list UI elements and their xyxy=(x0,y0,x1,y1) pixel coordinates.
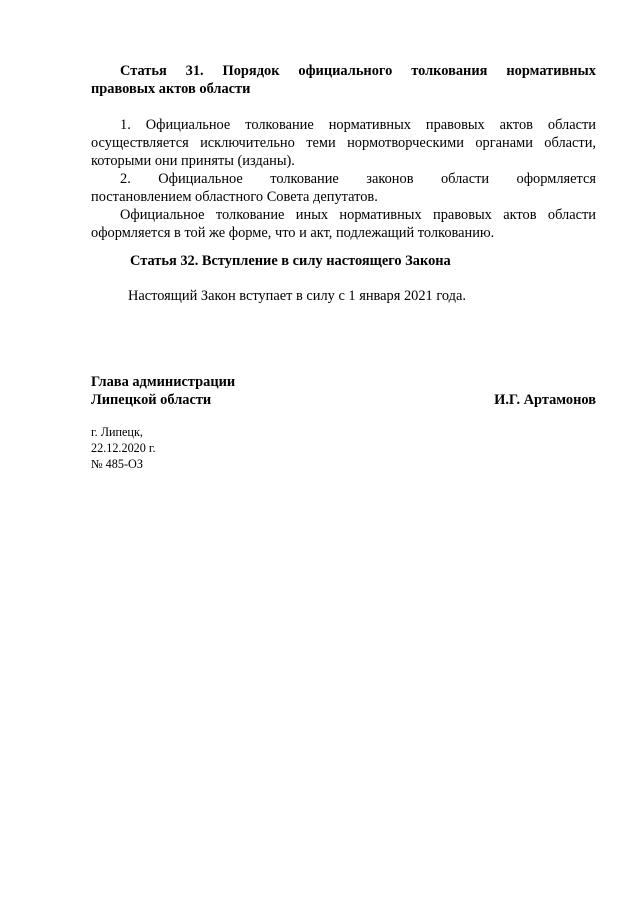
article-31-paragraph-1: 1. Официальное толкование нормативных правовых актов области осуществляется исключительно теми нормотворческими органами области, которыми они приняты (изданы). xyxy=(91,117,596,169)
signature-row xyxy=(91,391,596,409)
article-31-title-line1: Статья 31. Порядок официального толкования нормативных xyxy=(120,63,596,79)
signature-name: И.Г. Артамонов xyxy=(494,392,596,408)
article-32-paragraph-1: Настоящий Закон вступает в силу с 1 января 2021 года. xyxy=(128,288,466,304)
document-number: № 485-ОЗ xyxy=(91,457,143,471)
article-31-heading xyxy=(91,62,596,98)
article-31-title-line2: правовых актов области xyxy=(91,81,251,97)
document-details xyxy=(91,424,596,472)
document-city: г. Липецк, xyxy=(91,425,143,439)
document-date: 22.12.2020 г. xyxy=(91,441,156,455)
article-31-body xyxy=(91,116,596,242)
signature-position-line2: Липецкой области xyxy=(91,392,212,408)
signature-block xyxy=(91,373,596,409)
article-31-paragraph-2-line2: постановлением областного Совета депутатов. xyxy=(91,189,378,205)
article-31-paragraph-2-line1: 2. Официальное толкование законов области оформляется xyxy=(120,171,596,187)
article-32-heading: Статья 32. Вступление в силу настоящего Закона xyxy=(130,253,451,269)
article-31-paragraph-3: Официальное толкование иных нормативных правовых актов области оформляется в той же форме, что и акт, подлежащий толкованию. xyxy=(91,207,596,241)
signature-position-line1: Глава администрации xyxy=(91,374,236,390)
